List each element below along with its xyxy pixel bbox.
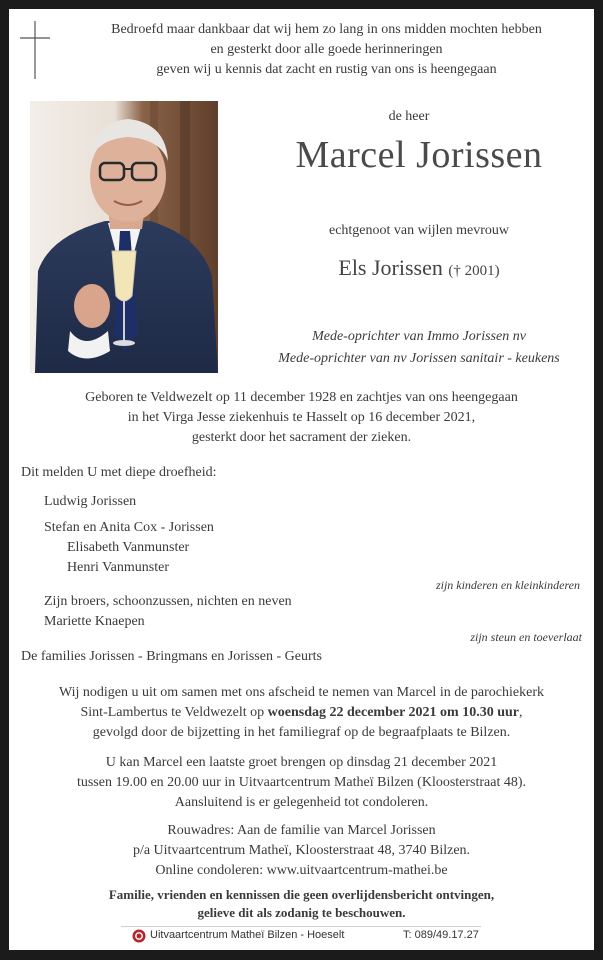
- visitation-line-1: U kan Marcel een laatste groet brengen op dinsdag 21 december 2021: [105, 755, 498, 770]
- visitation-line-3: Aansluitend is er gelegenheid tot condoleren.: [174, 795, 429, 810]
- children-caption: zijn kinderen en kleinkinderen: [435, 578, 580, 592]
- support-person: Mariette Knaepen: [44, 614, 145, 629]
- cross-icon: [20, 21, 50, 79]
- obituary-card: [9, 9, 594, 950]
- intro-line-2: en gesterkt door alle goede herinneringen: [210, 42, 443, 57]
- footer-phone: T: 089/49.17.27: [403, 929, 479, 941]
- child-1: Ludwig Jorissen: [44, 494, 137, 509]
- funeral-line-3: gevolgd door de bijzetting in het familiegraf op de begraafplaats te Bilzen.: [92, 725, 511, 740]
- announcers-intro: Dit melden U met diepe droefheid:: [21, 465, 217, 480]
- birth-death-line-3: gesterkt door het sacrament der zieken.: [191, 430, 412, 445]
- address-line-2: p/a Uitvaartcentrum Matheï, Kloosterstraat 48, 3740 Bilzen.: [132, 843, 471, 858]
- online-condolences[interactable]: Online condoleren: www.uitvaartcentrum-mathei.be: [155, 863, 448, 878]
- notice-line-1: Familie, vrienden en kennissen die geen overlijdensbericht ontvingen,: [108, 887, 495, 902]
- role-2: Mede-oprichter van nv Jorissen sanitair - keukens: [278, 351, 560, 366]
- address-line-1: Rouwadres: Aan de familie van Marcel Jorissen: [167, 823, 436, 838]
- honorific: de heer: [388, 109, 430, 124]
- birth-death-line-1: Geboren te Veldwezelt op 11 december 1928 en zachtjes van ons heengegaan: [85, 390, 518, 405]
- intro-line-1: Bedroefd maar dankbaar dat wij hem zo lang in ons midden mochten hebben: [111, 22, 542, 37]
- deceased-name: Marcel Jorissen: [295, 134, 543, 176]
- intro-line-3: geven wij u kennis dat zacht en rustig van ons is heengegaan: [156, 62, 497, 77]
- company-logo-icon: [132, 929, 146, 943]
- child-2: Stefan en Anita Cox - Jorissen: [44, 520, 214, 535]
- visitation-line-2: tussen 19.00 en 20.00 uur in Uitvaartcentrum Matheï Bilzen (Kloosterstraat 48).: [76, 775, 527, 790]
- grandchild-1: Elisabeth Vanmunster: [67, 540, 190, 555]
- spouse-name: Els Jorissen: [338, 255, 443, 280]
- funeral-line-1: Wij nodigen u uit om samen met ons afscheid te nemen van Marcel in de parochiekerk: [58, 685, 544, 700]
- notice-line-2: gelieve dit als zodanig te beschouwen.: [197, 905, 406, 920]
- support-caption: zijn steun en toeverlaat: [470, 630, 582, 644]
- role-1: Mede-oprichter van Immo Jorissen nv: [312, 329, 526, 344]
- spouse-death-year: († 2001): [448, 263, 500, 279]
- footer-divider: [121, 926, 481, 927]
- families: De families Jorissen - Bringmans en Jorissen - Geurts: [21, 649, 322, 664]
- siblings: Zijn broers, schoonzussen, nichten en neven: [44, 594, 292, 609]
- grandchild-2: Henri Vanmunster: [67, 560, 169, 575]
- spouse-intro: echtgenoot van wijlen mevrouw: [328, 223, 509, 238]
- funeral-datetime: woensdag 22 december 2021 om 10.30 uur: [267, 705, 519, 720]
- funeral-line-2: Sint-Lambertus te Veldwezelt op woensdag 22 december 2021 om 10.30 uur,: [80, 705, 523, 720]
- portrait-photo: [30, 101, 218, 373]
- footer-company: Uitvaartcentrum Matheï Bilzen - Hoeselt: [150, 929, 345, 941]
- birth-death-line-2: in het Virga Jesse ziekenhuis te Hasselt op 16 december 2021,: [127, 410, 476, 425]
